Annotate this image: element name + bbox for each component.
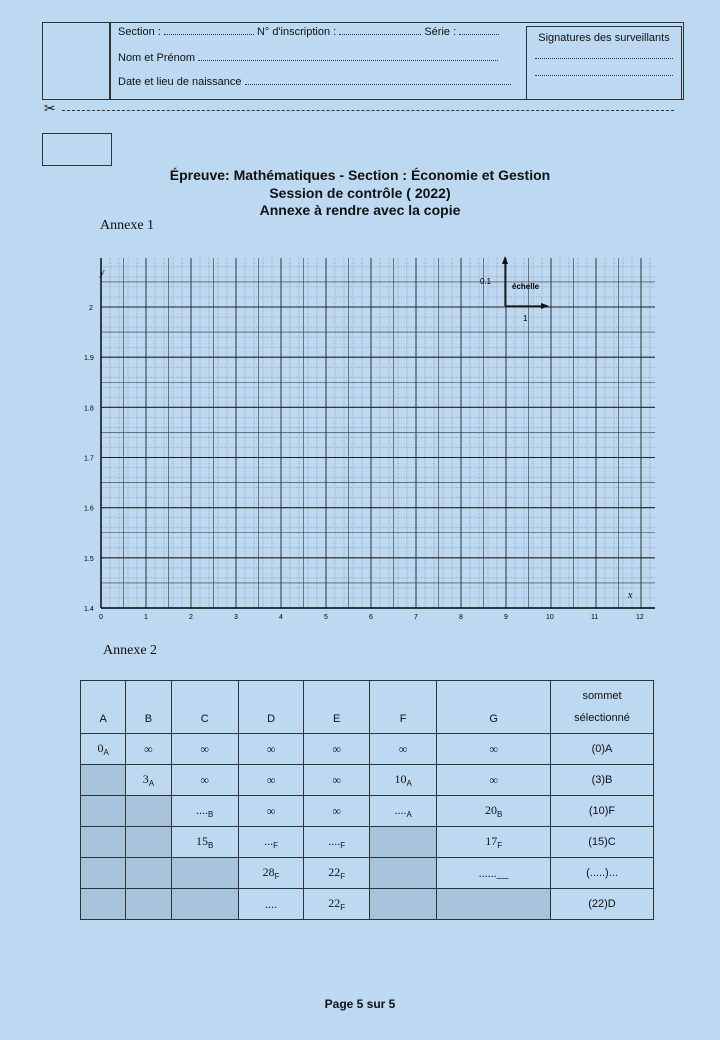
header-cell: A <box>81 681 126 734</box>
selected-vertex-cell: (3)B <box>551 765 654 796</box>
grid-lines <box>101 258 655 608</box>
value-cell[interactable]: .... <box>238 889 304 920</box>
x-tick-label: 7 <box>414 614 418 621</box>
table-row <box>81 734 654 765</box>
table-row <box>81 765 654 796</box>
scissors-icon: ✂ <box>44 100 56 116</box>
scale-y-label: 0.1 <box>480 277 492 286</box>
selected-vertex-cell: (.....)... <box>551 858 654 889</box>
value-cell: ∞ <box>238 796 304 827</box>
value-cell: ∞ <box>304 796 370 827</box>
birth-label: Date et lieu de naissance <box>118 76 242 88</box>
table-row <box>81 827 654 858</box>
value-cell: ∞ <box>370 734 437 765</box>
value-cell: $28_F$ <box>238 858 304 889</box>
y-tick-label: 1.7 <box>84 455 94 463</box>
signatures-label: Signatures des surveillants <box>538 32 670 44</box>
value-cell: ∞ <box>437 734 551 765</box>
value-cell[interactable]: $...._B$ <box>171 796 238 827</box>
shaded-cell <box>81 889 126 920</box>
shaded-cell <box>437 889 551 920</box>
value-cell: ∞ <box>304 765 370 796</box>
value-cell: $20_B$ <box>437 796 551 827</box>
value-cell: ∞ <box>304 734 370 765</box>
scale-label: échelle <box>512 282 540 291</box>
section-label: Section : <box>118 26 161 38</box>
header-cell: G <box>437 681 551 734</box>
header-cell: F <box>370 681 437 734</box>
annexe-1-label: Annexe 1 <box>100 218 155 233</box>
x-tick-label: 10 <box>546 614 554 621</box>
name-label: Nom et Prénom <box>118 52 196 64</box>
selected-header-line-1: sommet <box>582 690 622 702</box>
shaded-cell <box>81 765 126 796</box>
value-cell: $0_A$ <box>81 734 126 765</box>
selected-vertex-cell: (22)D <box>551 889 654 920</box>
shaded-cell <box>370 827 437 858</box>
y-tick-label: 1.5 <box>84 555 94 563</box>
value-cell[interactable]: $...._A$ <box>370 796 437 827</box>
table-row <box>81 796 654 827</box>
value-cell: $22_F$ <box>304 889 370 920</box>
selected-vertex-cell: (0)A <box>551 734 654 765</box>
x-axis-label: x <box>628 590 633 601</box>
y-tick-label: 1.8 <box>84 405 94 413</box>
x-tick-label: 0 <box>99 614 103 621</box>
x-tick-label: 9 <box>504 614 508 621</box>
title-line-3: Annexe à rendre avec la copie <box>259 202 461 218</box>
shaded-cell <box>126 827 171 858</box>
y-tick-label: 1.6 <box>84 505 94 513</box>
value-cell[interactable]: $...._F$ <box>304 827 370 858</box>
value-cell: ∞ <box>126 734 171 765</box>
table-header-row <box>81 681 654 734</box>
value-cell[interactable]: ......__ <box>437 858 551 889</box>
x-tick-label: 4 <box>279 614 283 621</box>
y-tick-label: 1.4 <box>84 606 94 613</box>
y-axis-label: y <box>100 267 105 278</box>
x-tick-label: 12 <box>636 614 644 621</box>
shaded-cell <box>171 858 238 889</box>
header-cell: C <box>171 681 238 734</box>
shaded-cell <box>126 796 171 827</box>
serie-label: Série : <box>424 26 457 38</box>
dijkstra-table <box>80 680 654 920</box>
value-cell: ∞ <box>238 734 304 765</box>
value-cell: $10_A$ <box>370 765 437 796</box>
value-cell: $17_F$ <box>437 827 551 858</box>
shaded-cell <box>370 889 437 920</box>
selected-vertex-cell: (10)F <box>551 796 654 827</box>
inscription-label: N° d'inscription : <box>256 26 337 38</box>
shaded-cell <box>126 858 171 889</box>
x-tick-label: 5 <box>324 614 328 621</box>
shaded-cell <box>81 796 126 827</box>
value-cell: $3_A$ <box>126 765 171 796</box>
x-tick-label: 3 <box>234 614 238 621</box>
header-cell: D <box>238 681 304 734</box>
shaded-cell <box>171 889 238 920</box>
x-tick-label: 6 <box>369 614 373 621</box>
header-cell: B <box>126 681 171 734</box>
value-cell[interactable]: $..._F$ <box>238 827 304 858</box>
table-row <box>81 889 654 920</box>
shaded-cell <box>126 889 171 920</box>
table-row <box>81 858 654 889</box>
y-tick-label: 1.9 <box>84 355 94 363</box>
x-tick-label: 2 <box>189 614 193 621</box>
title-line-2: Session de contrôle ( 2022) <box>269 185 451 201</box>
selected-header-cell <box>551 681 654 734</box>
value-cell: ∞ <box>171 765 238 796</box>
title-line-1: Épreuve: Mathématiques - Section : Économie et Gestion <box>169 167 551 183</box>
value-cell: ∞ <box>238 765 304 796</box>
shaded-cell <box>81 858 126 889</box>
shaded-cell <box>81 827 126 858</box>
x-tick-label: 11 <box>591 614 599 621</box>
annexe-2-label: Annexe 2 <box>103 643 158 658</box>
y-tick-label: 2 <box>89 305 93 312</box>
selected-header-line-2: sélectionné <box>574 712 630 724</box>
x-tick-label: 1 <box>144 614 148 621</box>
scale-x-label: 1 <box>523 314 528 323</box>
page-footer: Page 5 sur 5 <box>324 997 396 1011</box>
value-cell: $15_B$ <box>171 827 238 858</box>
x-tick-label: 8 <box>459 614 463 621</box>
header-cell: E <box>304 681 370 734</box>
value-cell: ∞ <box>437 765 551 796</box>
shaded-cell <box>370 858 437 889</box>
scale-indicator <box>480 256 549 323</box>
value-cell: ∞ <box>171 734 238 765</box>
value-cell: $22_F$ <box>304 858 370 889</box>
selected-vertex-cell: (15)C <box>551 827 654 858</box>
